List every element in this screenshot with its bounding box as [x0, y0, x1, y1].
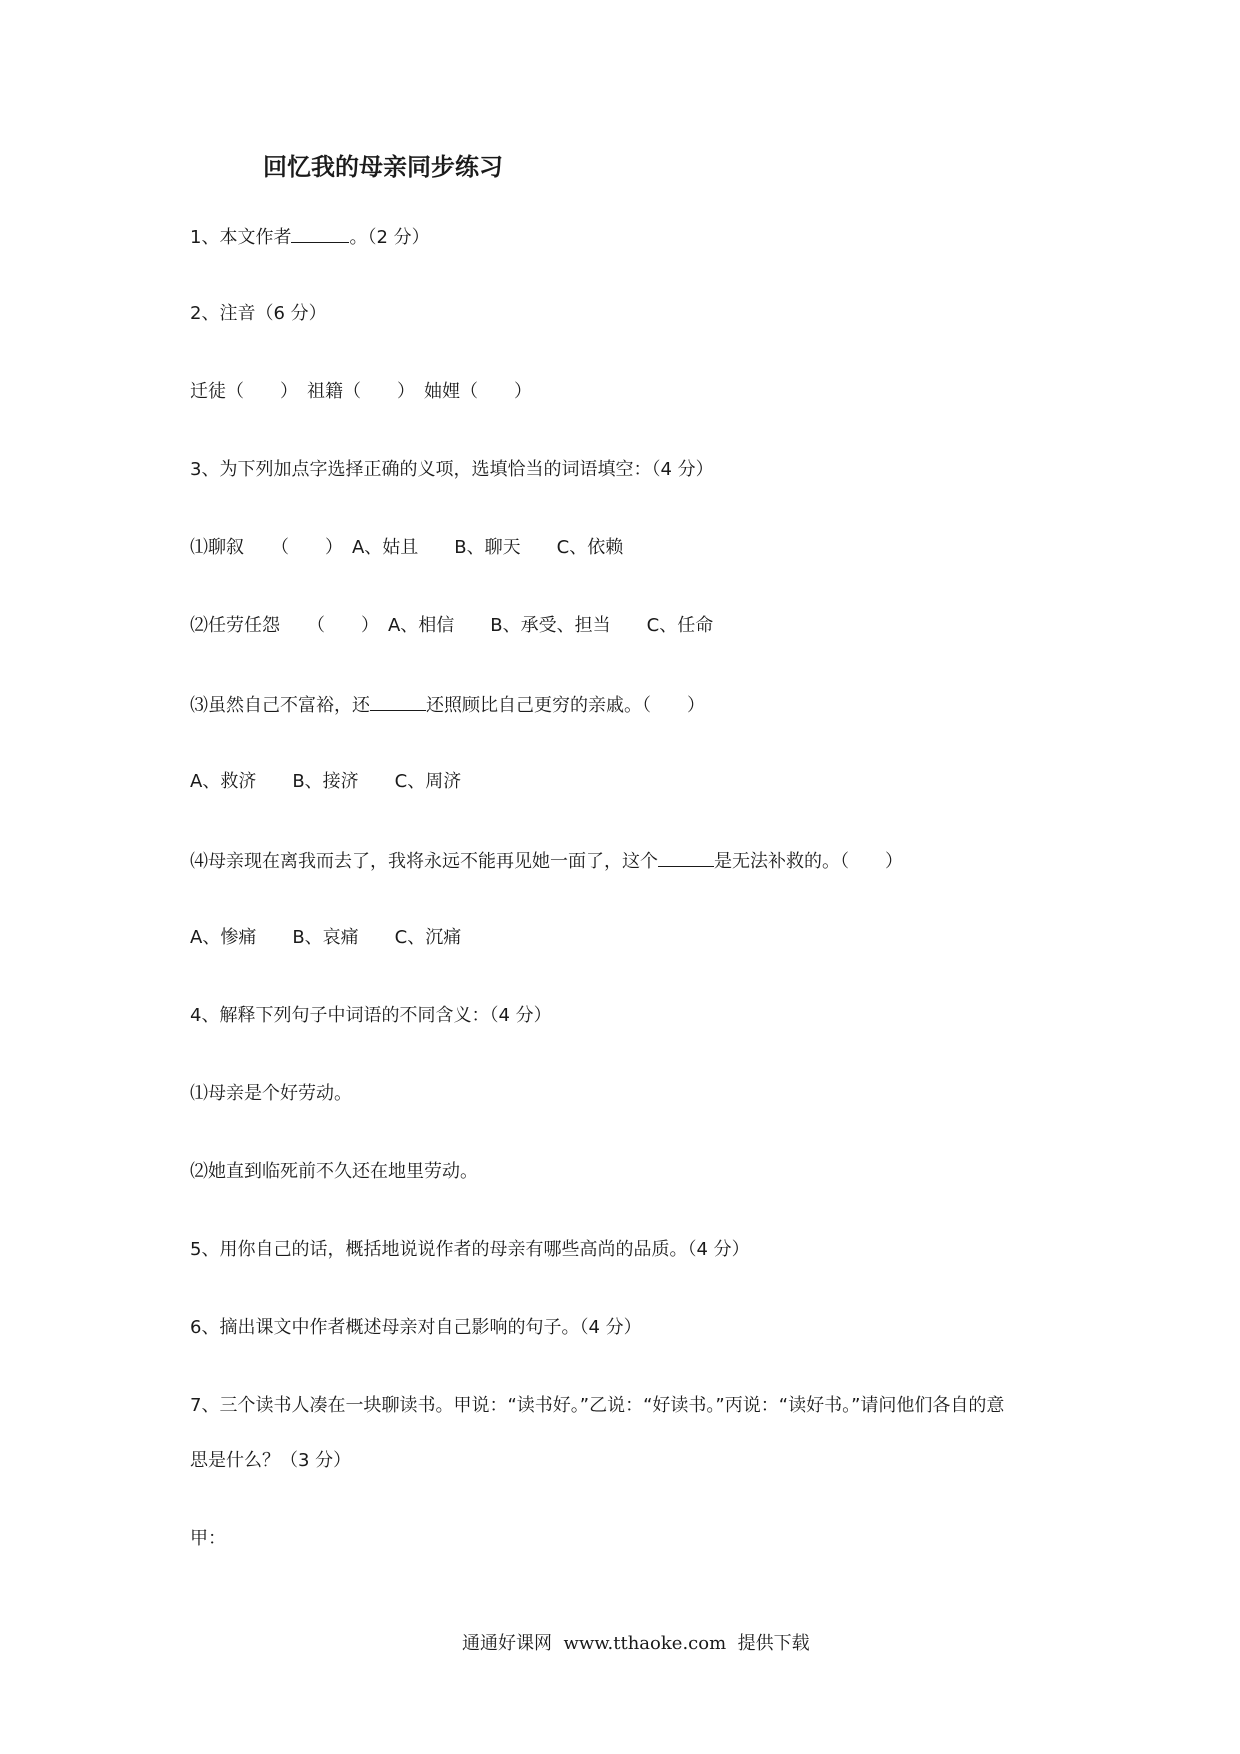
question-3-4 — [190, 848, 903, 874]
answer-blank — [291, 224, 349, 243]
question-3-1: ⑴聊叙 （ ） A、姑且 B、聊天 C、依赖 — [190, 537, 624, 558]
question-3-3 — [190, 692, 705, 718]
question-1-prefix: 1、本文作者 — [190, 227, 292, 248]
answer-blank — [658, 848, 714, 867]
question-4-1: ⑴母亲是个好劳动。 — [190, 1083, 352, 1104]
question-1-suffix: 。（2 分） — [349, 227, 430, 248]
page-title: 回忆我的母亲同步练习 — [263, 152, 503, 181]
question-6: 6、摘出课文中作者概述母亲对自己影响的句子。（4 分） — [190, 1317, 642, 1338]
question-3-3-suffix: 还照顾比自己更穷的亲戚。（ ） — [426, 695, 705, 716]
question-7-answer-jia: 甲： — [190, 1528, 226, 1549]
question-7-line-1: 7、三个读书人凑在一块聊读书。甲说：“读书好。”乙说：“好读书。”丙说：“读好书。”请问他们各自的意 — [190, 1395, 1005, 1416]
footer-source: 通通好课网 www.tthaoke.com 提供下载 — [462, 1633, 810, 1654]
question-3: 3、为下列加点字选择正确的义项，选填恰当的词语填空：（4 分） — [190, 459, 714, 480]
question-7-line-2: 思是什么？（3 分） — [190, 1450, 352, 1471]
question-5: 5、用你自己的话，概括地说说作者的母亲有哪些高尚的品质。（4 分） — [190, 1239, 750, 1260]
question-3-3-prefix: ⑶虽然自己不富裕，还 — [190, 695, 370, 716]
question-3-2: ⑵任劳任怨 （ ） A、相信 B、承受、担当 C、任命 — [190, 615, 714, 636]
question-3-4-prefix: ⑷母亲现在离我而去了，我将永远不能再见她一面了，这个 — [190, 851, 658, 872]
answer-blank — [370, 692, 426, 711]
question-3-4-suffix: 是无法补救的。（ ） — [714, 851, 903, 872]
question-4-2: ⑵她直到临死前不久还在地里劳动。 — [190, 1161, 478, 1182]
question-2-items: 迁徒（ ） 祖籍（ ） 妯娌（ ） — [190, 381, 532, 402]
question-2: 2、注音（6 分） — [190, 303, 327, 324]
question-1 — [190, 224, 430, 250]
question-3-4-options: A、惨痛 B、哀痛 C、沉痛 — [190, 927, 462, 948]
question-4: 4、解释下列句子中词语的不同含义：（4 分） — [190, 1005, 552, 1026]
question-3-3-options: A、救济 B、接济 C、周济 — [190, 771, 462, 792]
